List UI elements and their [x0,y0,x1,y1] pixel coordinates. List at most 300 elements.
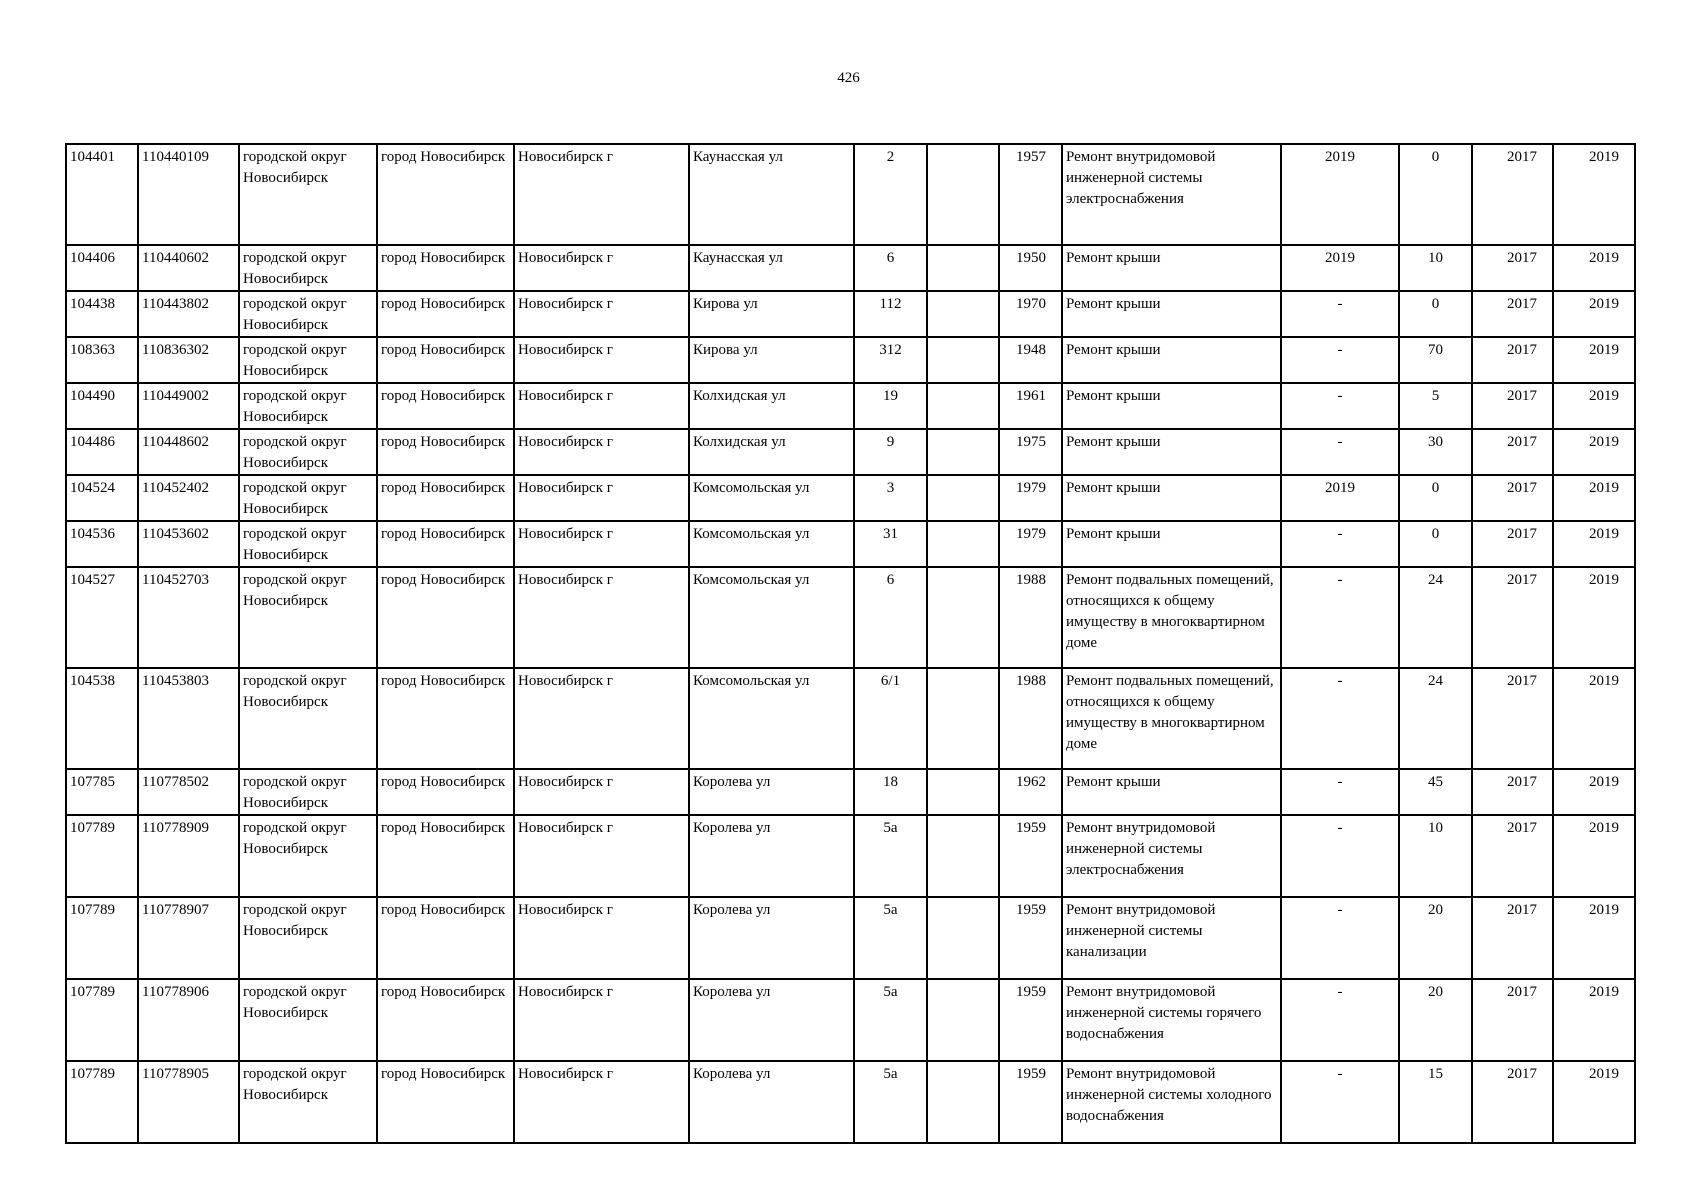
locality-cell [514,668,689,769]
work-type-value: Ремонт крыши [1066,342,1161,358]
period-end-value: 2019 [1589,526,1619,542]
period-end-value: 2019 [1589,572,1619,588]
plan-year-cell [1281,521,1399,567]
plan-year-cell [1281,815,1399,897]
street-cell [689,475,854,521]
settlement-cell [377,769,514,815]
street-value: Королева ул [693,902,771,918]
plan-year-value: 2019 [1325,250,1355,266]
district-cell [239,144,377,245]
locality-cell [514,567,689,668]
plan-year-cell [1281,979,1399,1061]
wear-percent-value: 20 [1428,902,1443,918]
house-id-value: 107789 [70,984,115,1000]
house-number-value: 2 [886,149,895,165]
period-start-value: 2017 [1507,820,1537,836]
building-cell [927,668,999,769]
plan-year-value: - [1337,434,1343,450]
object-id-cell [138,1061,239,1143]
wear-percent-value: 0 [1431,526,1440,542]
period-start-value: 2017 [1507,572,1537,588]
street-value: Королева ул [693,1066,771,1082]
build-year-cell [999,815,1062,897]
wear-percent-value: 0 [1431,296,1440,312]
period-end-value: 2019 [1589,673,1619,689]
work-type-cell [1062,144,1281,245]
house-number-value: 112 [879,296,902,312]
work-type-cell [1062,291,1281,337]
build-year-cell [999,567,1062,668]
wear-percent-value: 30 [1428,434,1443,450]
house-number-cell [854,897,927,979]
period-end-cell [1553,245,1635,291]
building-cell [927,144,999,245]
wear-percent-value: 0 [1431,149,1440,165]
house-number-value: 19 [883,388,898,404]
house-id-cell [66,429,138,475]
build-year-value: 1959 [1016,902,1046,918]
plan-year-cell [1281,475,1399,521]
locality-cell [514,897,689,979]
table-row [66,429,1635,475]
table-row [66,475,1635,521]
wear-percent-value: 10 [1428,250,1443,266]
settlement-cell [377,383,514,429]
street-value: Каунасская ул [693,250,783,266]
street-cell [689,144,854,245]
wear-percent-cell [1399,1061,1472,1143]
settlement-value: город Новосибирск [381,388,506,404]
period-start-cell [1472,291,1553,337]
period-start-value: 2017 [1507,388,1537,404]
building-cell [927,383,999,429]
build-year-value: 1979 [1016,526,1046,542]
period-start-cell [1472,567,1553,668]
plan-year-value: - [1337,984,1343,1000]
settlement-cell [377,979,514,1061]
work-type-value: Ремонт крыши [1066,250,1161,266]
build-year-value: 1957 [1016,149,1046,165]
object-id-value: 110778907 [142,902,209,918]
plan-year-cell [1281,337,1399,383]
period-start-value: 2017 [1507,902,1537,918]
street-cell [689,567,854,668]
locality-cell [514,245,689,291]
plan-year-cell [1281,668,1399,769]
street-value: Королева ул [693,774,771,790]
period-start-cell [1472,979,1553,1061]
wear-percent-value: 15 [1428,1066,1443,1082]
plan-year-value: - [1337,342,1343,358]
locality-cell [514,1061,689,1143]
district-value: городской округ Новосибирск [243,296,347,333]
build-year-value: 1950 [1016,250,1046,266]
period-start-cell [1472,337,1553,383]
house-id-value: 104538 [70,673,115,689]
wear-percent-cell [1399,144,1472,245]
period-end-cell [1553,567,1635,668]
build-year-cell [999,144,1062,245]
house-number-cell [854,144,927,245]
object-id-value: 110778905 [142,1066,209,1082]
house-number-cell [854,1061,927,1143]
district-cell [239,521,377,567]
period-end-value: 2019 [1589,774,1619,790]
house-id-cell [66,668,138,769]
settlement-cell [377,429,514,475]
wear-percent-cell [1399,521,1472,567]
period-end-value: 2019 [1589,984,1619,1000]
house-number-value: 5а [883,1066,898,1082]
object-id-cell [138,337,239,383]
house-number-value: 6/1 [880,673,901,689]
build-year-cell [999,979,1062,1061]
work-type-cell [1062,1061,1281,1143]
wear-percent-value: 45 [1428,774,1443,790]
street-value: Колхидская ул [693,388,786,404]
house-number-value: 31 [883,526,898,542]
object-id-cell [138,897,239,979]
object-id-cell [138,144,239,245]
district-value: городской округ Новосибирск [243,480,347,517]
period-start-value: 2017 [1507,673,1537,689]
street-cell [689,337,854,383]
build-year-value: 1948 [1016,342,1046,358]
street-value: Комсомольская ул [693,480,810,496]
period-end-value: 2019 [1589,342,1619,358]
house-id-value: 104527 [70,572,115,588]
period-start-value: 2017 [1507,149,1537,165]
plan-year-cell [1281,567,1399,668]
house-id-cell [66,475,138,521]
plan-year-value: - [1337,774,1343,790]
building-cell [927,979,999,1061]
house-number-cell [854,769,927,815]
house-id-value: 107789 [70,1066,115,1082]
building-cell [927,245,999,291]
house-id-value: 104486 [70,434,115,450]
object-id-cell [138,567,239,668]
object-id-value: 110778909 [142,820,209,836]
building-cell [927,475,999,521]
house-id-value: 107785 [70,774,115,790]
house-id-value: 104490 [70,388,115,404]
wear-percent-cell [1399,337,1472,383]
object-id-value: 110452402 [142,480,209,496]
plan-year-value: - [1337,388,1343,404]
work-type-value: Ремонт крыши [1066,774,1161,790]
district-cell [239,897,377,979]
plan-year-cell [1281,429,1399,475]
build-year-value: 1970 [1016,296,1046,312]
period-start-cell [1472,475,1553,521]
district-cell [239,337,377,383]
wear-percent-cell [1399,979,1472,1061]
period-start-cell [1472,144,1553,245]
district-cell [239,567,377,668]
object-id-value: 110449002 [142,388,209,404]
build-year-cell [999,245,1062,291]
period-start-value: 2017 [1507,1066,1537,1082]
period-end-cell [1553,769,1635,815]
locality-cell [514,337,689,383]
settlement-value: город Новосибирск [381,434,506,450]
period-start-cell [1472,245,1553,291]
period-end-value: 2019 [1589,902,1619,918]
plan-year-cell [1281,383,1399,429]
house-id-value: 108363 [70,342,115,358]
plan-year-value: 2019 [1325,149,1355,165]
building-cell [927,429,999,475]
settlement-value: город Новосибирск [381,250,506,266]
district-value: городской округ Новосибирск [243,342,347,379]
settlement-value: город Новосибирск [381,984,506,1000]
table-row [66,815,1635,897]
object-id-cell [138,245,239,291]
district-cell [239,475,377,521]
object-id-cell [138,979,239,1061]
build-year-value: 1961 [1016,388,1046,404]
locality-value: Новосибирск г [518,1066,613,1082]
plan-year-value: 2019 [1325,480,1355,496]
locality-value: Новосибирск г [518,296,613,312]
period-start-cell [1472,769,1553,815]
district-cell [239,815,377,897]
street-value: Королева ул [693,984,771,1000]
build-year-value: 1988 [1016,673,1046,689]
street-cell [689,291,854,337]
district-value: городской округ Новосибирск [243,149,347,186]
wear-percent-cell [1399,769,1472,815]
district-value: городской округ Новосибирск [243,388,347,425]
settlement-value: город Новосибирск [381,820,506,836]
wear-percent-value: 10 [1428,820,1443,836]
street-value: Королева ул [693,820,771,836]
building-cell [927,1061,999,1143]
district-value: городской округ Новосибирск [243,572,347,609]
object-id-value: 110452703 [142,572,209,588]
work-type-value: Ремонт внутридомовой инженерной системы горячего водоснабжения [1066,984,1262,1042]
work-type-value: Ремонт крыши [1066,434,1161,450]
district-value: городской округ Новосибирск [243,902,347,939]
street-cell [689,979,854,1061]
period-start-cell [1472,1061,1553,1143]
period-end-cell [1553,1061,1635,1143]
build-year-cell [999,668,1062,769]
period-end-cell [1553,475,1635,521]
period-start-cell [1472,383,1553,429]
locality-cell [514,429,689,475]
street-value: Комсомольская ул [693,526,810,542]
settlement-value: город Новосибирск [381,296,506,312]
table-row [66,144,1635,245]
house-number-cell [854,521,927,567]
settlement-cell [377,337,514,383]
build-year-value: 1959 [1016,1066,1046,1082]
settlement-value: город Новосибирск [381,149,506,165]
build-year-value: 1962 [1016,774,1046,790]
plan-year-cell [1281,1061,1399,1143]
work-type-value: Ремонт подвальных помещений, относящихся к общему имуществу в многоквартирном доме [1066,572,1274,651]
period-end-cell [1553,291,1635,337]
district-value: городской округ Новосибирск [243,673,347,710]
locality-cell [514,979,689,1061]
plan-year-cell [1281,897,1399,979]
period-start-value: 2017 [1507,250,1537,266]
build-year-cell [999,383,1062,429]
locality-cell [514,475,689,521]
plan-year-value: - [1337,1066,1343,1082]
build-year-value: 1988 [1016,572,1046,588]
build-year-cell [999,429,1062,475]
wear-percent-cell [1399,668,1472,769]
settlement-value: город Новосибирск [381,572,506,588]
work-type-value: Ремонт внутридомовой инженерной системы канализации [1066,902,1216,960]
settlement-value: город Новосибирск [381,480,506,496]
repair-registry-table [65,143,1636,1144]
plan-year-cell [1281,769,1399,815]
plan-year-value: - [1337,902,1343,918]
district-value: городской округ Новосибирск [243,820,347,857]
settlement-cell [377,567,514,668]
street-cell [689,668,854,769]
wear-percent-cell [1399,291,1472,337]
work-type-value: Ремонт внутридомовой инженерной системы электроснабжения [1066,820,1216,878]
object-id-cell [138,668,239,769]
building-cell [927,815,999,897]
period-end-value: 2019 [1589,480,1619,496]
house-id-cell [66,383,138,429]
locality-value: Новосибирск г [518,572,613,588]
table-row [66,769,1635,815]
house-id-cell [66,897,138,979]
period-start-cell [1472,668,1553,769]
locality-value: Новосибирск г [518,526,613,542]
period-end-value: 2019 [1589,1066,1619,1082]
period-end-value: 2019 [1589,149,1619,165]
build-year-cell [999,769,1062,815]
district-value: городской округ Новосибирск [243,1066,347,1103]
period-start-cell [1472,897,1553,979]
street-cell [689,769,854,815]
settlement-cell [377,1061,514,1143]
work-type-cell [1062,337,1281,383]
work-type-cell [1062,475,1281,521]
house-id-value: 104536 [70,526,115,542]
build-year-cell [999,337,1062,383]
period-end-value: 2019 [1589,296,1619,312]
locality-value: Новосибирск г [518,250,613,266]
work-type-value: Ремонт крыши [1066,526,1161,542]
table-row [66,567,1635,668]
building-cell [927,291,999,337]
wear-percent-cell [1399,475,1472,521]
object-id-value: 110453803 [142,673,209,689]
plan-year-value: - [1337,820,1343,836]
build-year-cell [999,475,1062,521]
district-value: городской округ Новосибирск [243,984,347,1021]
district-cell [239,769,377,815]
building-cell [927,567,999,668]
work-type-value: Ремонт подвальных помещений, относящихся к общему имуществу в многоквартирном доме [1066,673,1274,752]
district-cell [239,291,377,337]
house-number-cell [854,567,927,668]
object-id-cell [138,521,239,567]
work-type-value: Ремонт внутридомовой инженерной системы холодного водоснабжения [1066,1066,1272,1124]
locality-value: Новосибирск г [518,902,613,918]
period-end-value: 2019 [1589,388,1619,404]
work-type-cell [1062,567,1281,668]
locality-cell [514,815,689,897]
locality-value: Новосибирск г [518,774,613,790]
house-id-cell [66,291,138,337]
period-end-cell [1553,897,1635,979]
locality-cell [514,291,689,337]
work-type-cell [1062,979,1281,1061]
settlement-cell [377,815,514,897]
period-end-cell [1553,815,1635,897]
street-cell [689,897,854,979]
period-start-cell [1472,429,1553,475]
district-value: городской округ Новосибирск [243,774,347,811]
house-id-cell [66,245,138,291]
street-value: Кирова ул [693,296,758,312]
settlement-cell [377,521,514,567]
work-type-cell [1062,245,1281,291]
district-cell [239,383,377,429]
object-id-cell [138,769,239,815]
settlement-value: город Новосибирск [381,526,506,542]
locality-value: Новосибирск г [518,434,613,450]
object-id-value: 110778502 [142,774,209,790]
wear-percent-cell [1399,897,1472,979]
district-value: городской округ Новосибирск [243,434,347,471]
period-end-value: 2019 [1589,434,1619,450]
table-row [66,1061,1635,1143]
locality-value: Новосибирск г [518,388,613,404]
house-number-value: 6 [886,250,895,266]
wear-percent-cell [1399,245,1472,291]
wear-percent-value: 20 [1428,984,1443,1000]
build-year-value: 1959 [1016,820,1046,836]
house-number-value: 6 [886,572,895,588]
house-number-cell [854,383,927,429]
street-cell [689,1061,854,1143]
period-end-cell [1553,337,1635,383]
period-start-value: 2017 [1507,480,1537,496]
period-start-value: 2017 [1507,774,1537,790]
work-type-value: Ремонт крыши [1066,480,1161,496]
object-id-cell [138,383,239,429]
wear-percent-value: 0 [1431,480,1440,496]
object-id-cell [138,475,239,521]
work-type-value: Ремонт внутридомовой инженерной системы электроснабжения [1066,149,1216,207]
street-value: Каунасская ул [693,149,783,165]
house-number-value: 312 [879,342,902,358]
table-row [66,521,1635,567]
build-year-value: 1959 [1016,984,1046,1000]
house-id-value: 104406 [70,250,115,266]
object-id-value: 110443802 [142,296,209,312]
street-cell [689,245,854,291]
period-start-cell [1472,521,1553,567]
work-type-cell [1062,897,1281,979]
house-number-value: 9 [886,434,895,450]
build-year-cell [999,521,1062,567]
plan-year-value: - [1337,526,1343,542]
house-id-value: 104524 [70,480,115,496]
settlement-value: город Новосибирск [381,342,506,358]
